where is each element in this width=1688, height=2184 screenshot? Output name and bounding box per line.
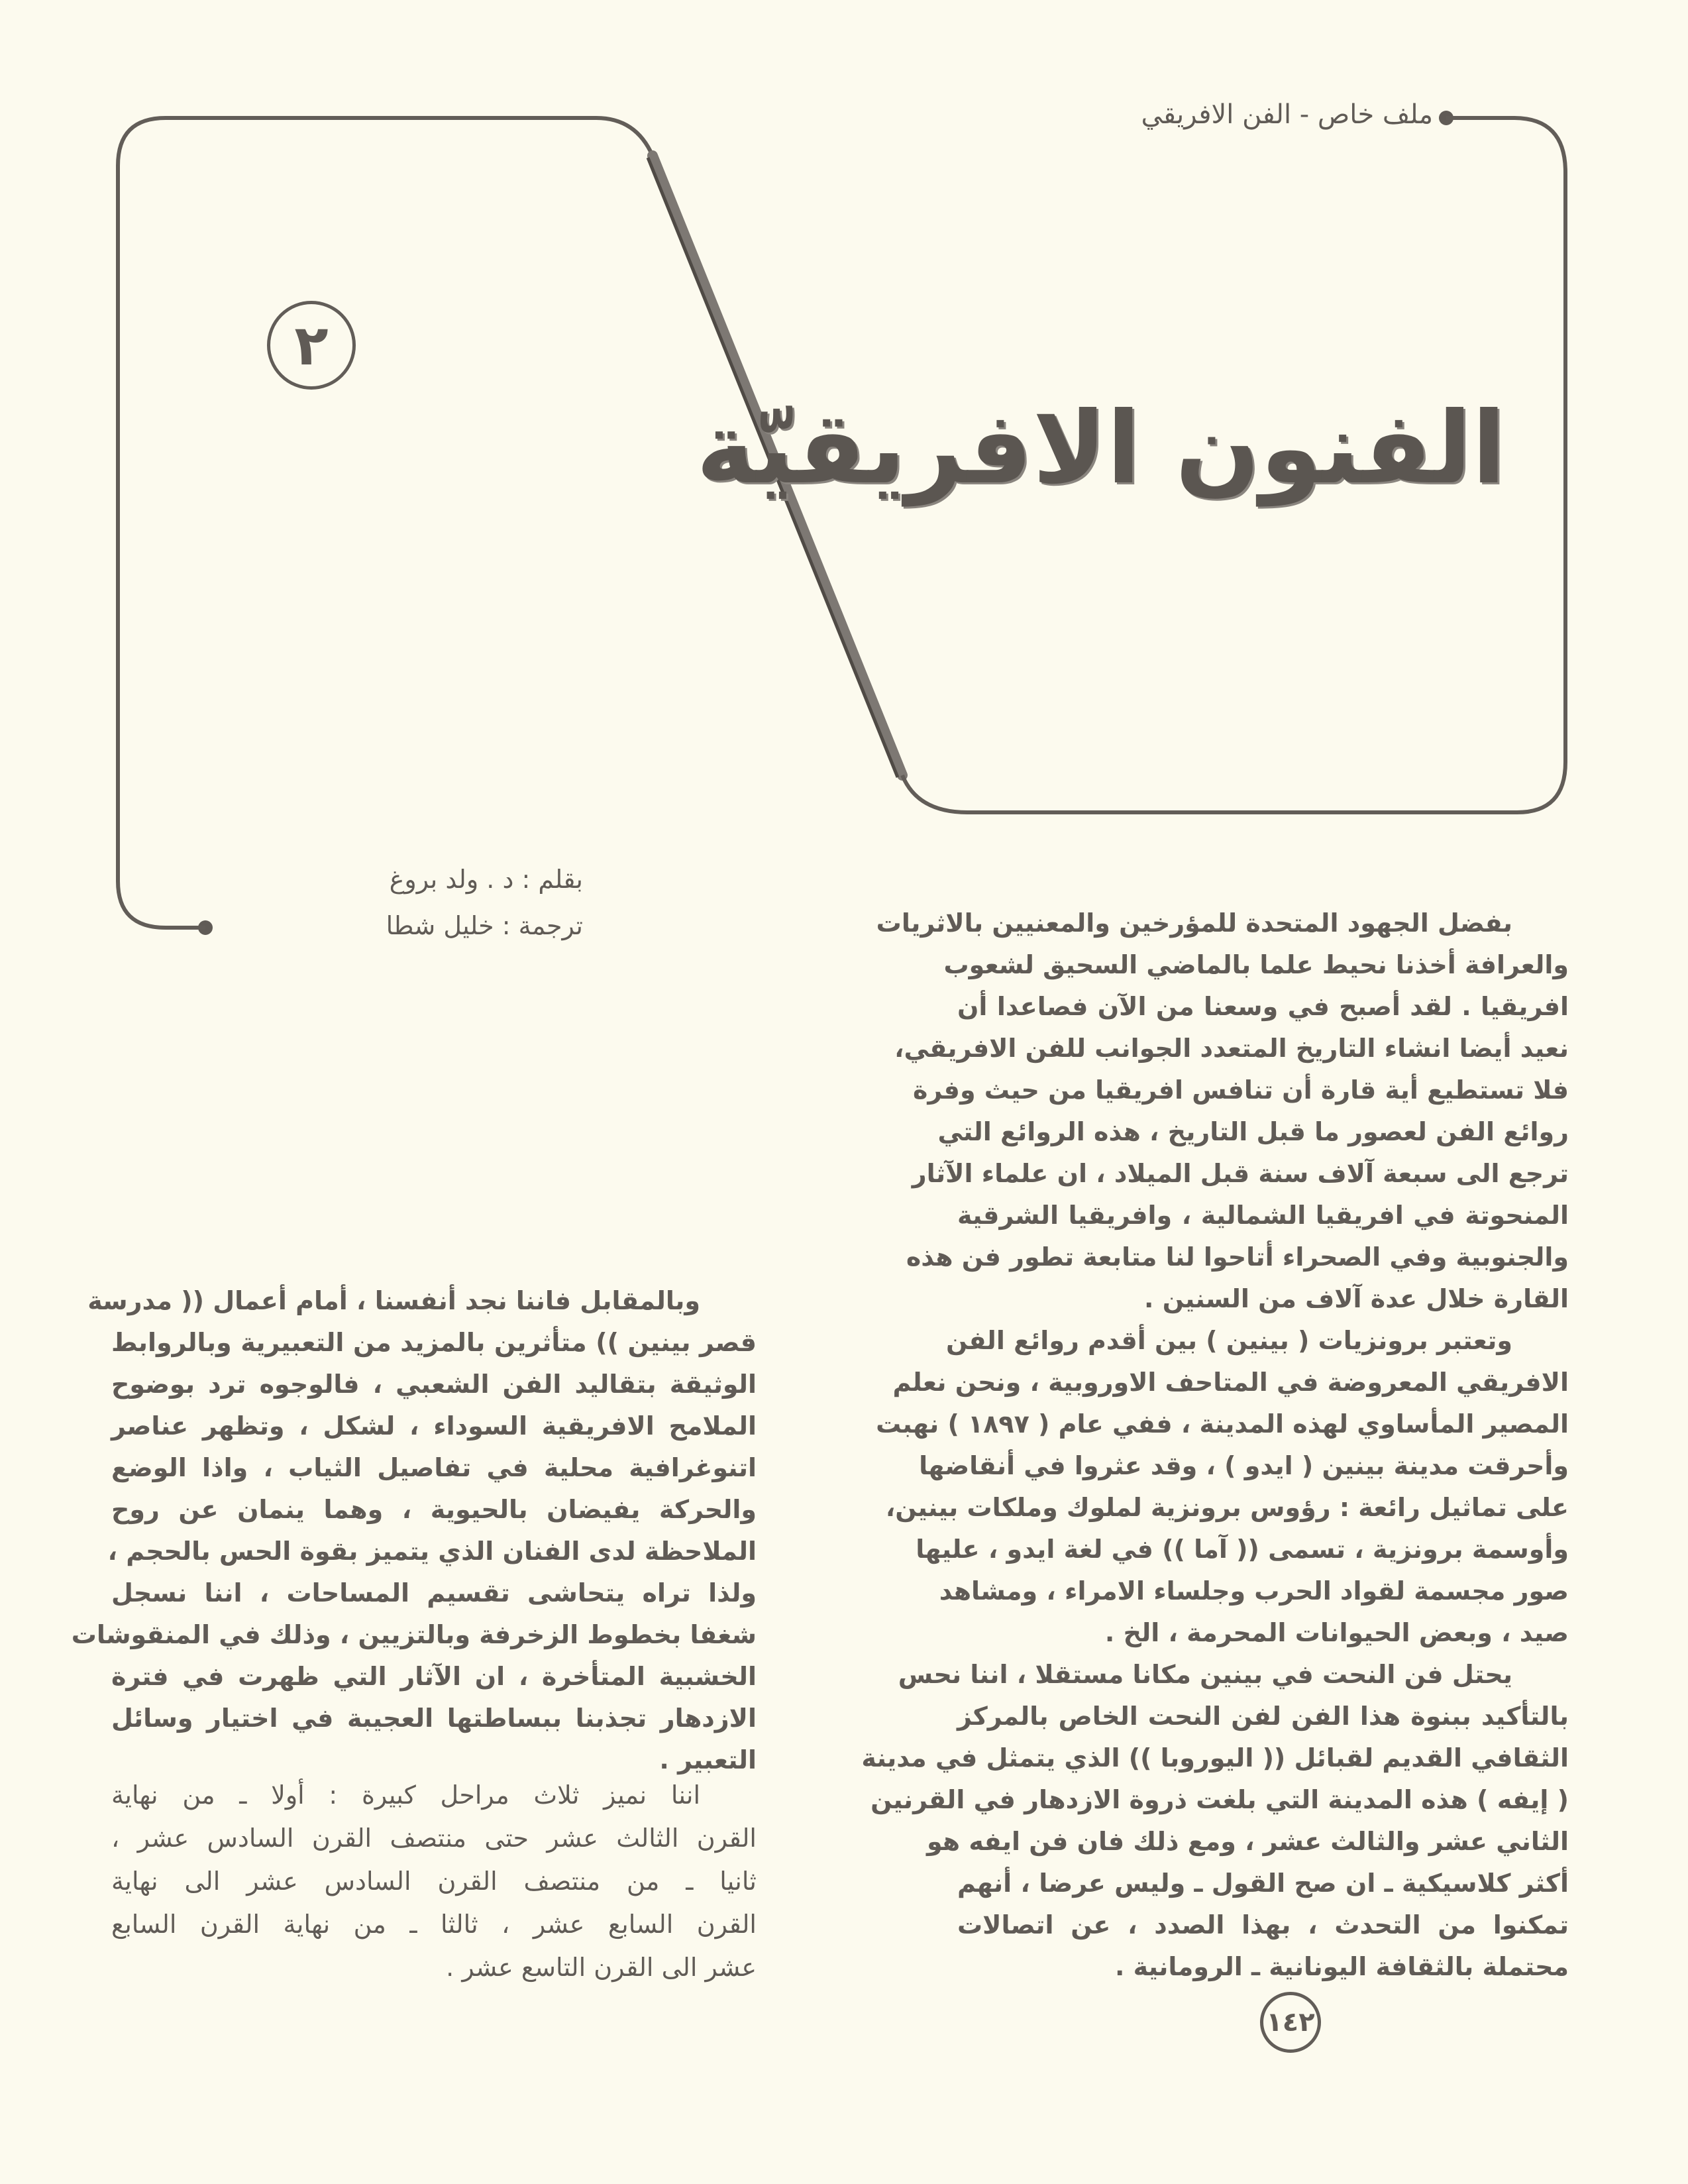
text-line: اننا نميز ثلاث مراحل كبيرة : أولا ـ من نهاية [111, 1780, 700, 1810]
author-byline: بقلم : د . ولد بروغ [389, 865, 583, 894]
text-line: وبالمقابل فاننا نجد أنفسنا ، أمام أعمال (( مدرسة [87, 1286, 700, 1315]
text-line: الخشبية المتأخرة ، ان الآثار التي ظهرت في فترة [111, 1662, 757, 1691]
text-line: التعبير . [659, 1745, 757, 1774]
text-line: على تماثيل رائعة : رؤوس برونزية لملوك وملكات بينين، [885, 1493, 1569, 1522]
text-line: ( إيفه ) هذه المدينة التي بلغت ذروة الازدهار في القرنين [870, 1785, 1569, 1814]
page-number: ١٤٢ [1260, 1992, 1321, 2053]
text-line: شغفا بخطوط الزخرفة وبالتزيين ، وذلك في المنقوشات [71, 1620, 757, 1649]
text-line: وتعتبر برونزيات ( بينين ) بين أقدم روائع الفن [946, 1326, 1512, 1355]
text-line: الملامح الافريقية السوداء ، لشكل ، وتظهر عناصر [111, 1411, 757, 1441]
text-line: القارة خلال عدة آلاف من السنين . [1144, 1284, 1569, 1313]
text-line: صور مجسمة لقواد الحرب وجلساء الامراء ، ومشاهد [939, 1576, 1569, 1606]
text-line: عشر الى القرن التاسع عشر . [446, 1953, 757, 1982]
paragraph [71, 1280, 757, 1781]
left-column-light-paragraph [111, 1774, 757, 1989]
text-line: فلا تستطيع أية قارة أن تنافس افريقيا من حيث وفرة [912, 1075, 1569, 1105]
text-line: بفضل الجهود المتحدة للمؤرخين والمعنيين بالاثريات [876, 908, 1512, 938]
text-line: والجنوبية وفي الصحراء أتاحوا لنا متابعة تطور فن هذه [906, 1242, 1569, 1272]
part-number-badge: ٢ [267, 301, 356, 390]
text-line: ولذا تراه يتحاشى تقسيم المساحات ، اننا نسجل [111, 1578, 757, 1608]
text-line: يحتل فن النحت في بينين مكانا مستقلا ، اننا نحس [898, 1660, 1512, 1689]
text-line: والحركة يفيضان بالحيوية ، وهما ينمان عن روح [111, 1495, 757, 1524]
text-line: القرن الثالث عشر حتى منتصف القرن السادس عشر ، [111, 1824, 757, 1853]
text-line: أكثر كلاسيكية ـ ان صح القول ـ وليس عرضا ، أنهم [957, 1869, 1569, 1898]
text-line: ترجع الى سبعة آلاف سنة قبل الميلاد ، ان علماء الآثار [912, 1159, 1569, 1188]
text-line: روائع الفن لعصور ما قبل التاريخ ، هذه الروائع التي [937, 1117, 1569, 1146]
text-line: وأحرقت مدينة بينين ( ايدو ) ، وقد عثروا في أنقاضها [919, 1451, 1569, 1480]
text-line: نعيد أيضا انشاء التاريخ المتعدد الجوانب للفن الافريقي، [894, 1034, 1569, 1063]
text-line: تمكنوا من التحدث ، بهذا الصدد ، عن اتصالات [957, 1910, 1569, 1939]
text-line: المنحوتة في افريقيا الشمالية ، وافريقيا الشرقية [957, 1201, 1569, 1230]
text-line: الافريقي المعروضة في المتاحف الاوروبية ، ونحن نعلم [892, 1368, 1569, 1397]
text-line: المصير المأساوي لهذه المدينة ، ففي عام ( ١٨٩٧ ) نهبت [876, 1409, 1569, 1439]
text-line: افريقيا . لقد أصبح في وسعنا من الآن فصاعدا أن [957, 992, 1569, 1021]
text-line: صيد ، وبعض الحيوانات المحرمة ، الخ . [1104, 1618, 1569, 1647]
left-column [71, 1280, 757, 1781]
right-column [861, 902, 1569, 1988]
text-line: الازدهار تجذبنا ببساطتها العجيبة في اختيار وسائل [111, 1704, 757, 1733]
text-line: ثانيا ـ من منتصف القرن السادس عشر الى نهاية [111, 1867, 757, 1896]
article-title: الفنون الافريقيّة [696, 391, 1506, 506]
section-label: ملف خاص - الفن الافريقي [1141, 99, 1433, 130]
text-line: وأوسمة برونزية ، تسمى (( آما )) في لغة ايدو ، عليها [916, 1535, 1569, 1564]
text-line: محتملة بالثقافة اليونانية ـ الرومانية . [1114, 1952, 1569, 1981]
text-line: قصر بينين )) متأثرين بالمزيد من التعبيرية وبالروابط [111, 1328, 757, 1357]
text-line: الثاني عشر والثالث عشر ، ومع ذلك فان فن ايفه هو [926, 1827, 1569, 1856]
text-line: اتنوغرافية محلية في تفاصيل الثياب ، واذا الوضع [111, 1453, 757, 1482]
text-line: والعرافة أخذنا نحيط علما بالماضي السحيق لشعوب [943, 950, 1569, 979]
paragraph [876, 1320, 1569, 1654]
translator-byline: ترجمة : خليل شطا [386, 911, 583, 940]
text-line: الوثيقة بتقاليد الفن الشعبي ، فالوجوه ترد بوضوح [111, 1370, 757, 1399]
text-line: الثقافي القديم لقبائل (( اليوروبا )) الذي يتمثل في مدينة [861, 1743, 1569, 1773]
text-line: الملاحظة لدى الفنان الذي يتميز بقوة الحس بالحجم ، [107, 1537, 757, 1566]
paragraph [876, 902, 1569, 1320]
paragraph [861, 1654, 1569, 1988]
text-line: القرن السابع عشر ، ثالثا ـ من نهاية القرن السابع [111, 1910, 757, 1939]
frame-outline [118, 118, 653, 928]
text-line: بالتأكيد ببنوة هذا الفن لفن النحت الخاص بالمركز [957, 1702, 1569, 1731]
